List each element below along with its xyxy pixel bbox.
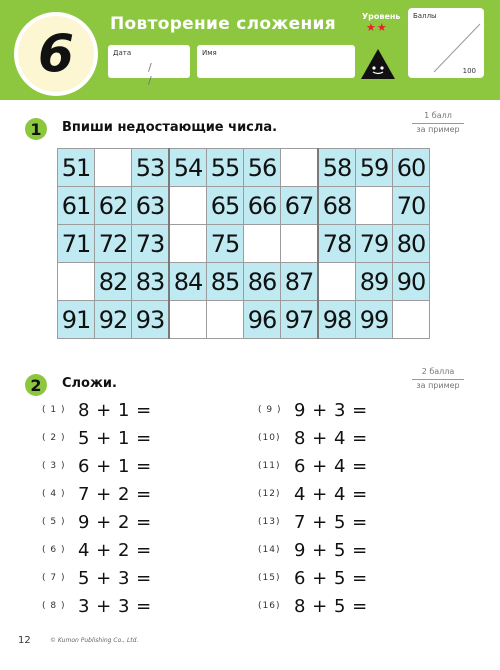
grid-number-cell: 91 xyxy=(58,301,95,339)
grid-number-cell: 61 xyxy=(58,187,95,225)
number-grid xyxy=(57,148,430,339)
problem-number: ( 5 ) xyxy=(42,517,66,527)
problem-item xyxy=(42,425,152,451)
score-max: 100 xyxy=(462,67,476,75)
problem-expression: 9 + 3 = xyxy=(294,399,368,421)
grid-number-cell: 66 xyxy=(244,187,281,225)
problem-expression: 8 + 1 = xyxy=(78,399,152,421)
grid-number-cell: 93 xyxy=(132,301,170,339)
grid-number-cell: 78 xyxy=(318,225,356,263)
grid-number-cell: 53 xyxy=(132,149,170,187)
grid-blank-cell[interactable] xyxy=(281,149,319,187)
grid-number-cell: 60 xyxy=(393,149,430,187)
problem-number: ( 3 ) xyxy=(42,461,66,471)
problem-number: ( 9 ) xyxy=(258,405,282,415)
problem-number: (14) xyxy=(258,545,281,555)
problem-number: (15) xyxy=(258,573,281,583)
problem-expression: 3 + 3 = xyxy=(78,595,152,617)
level-stars: ★★ xyxy=(366,21,388,34)
problem-number: (11) xyxy=(258,461,281,471)
grid-number-cell: 65 xyxy=(207,187,244,225)
date-field[interactable] xyxy=(108,45,190,87)
grid-blank-cell[interactable] xyxy=(169,301,207,339)
grid-number-cell: 84 xyxy=(169,263,207,301)
problem-number: ( 4 ) xyxy=(42,489,66,499)
section-2-points xyxy=(412,366,464,392)
problem-item xyxy=(42,397,152,423)
grid-number-cell: 51 xyxy=(58,149,95,187)
problem-expression: 6 + 5 = xyxy=(294,567,368,589)
problem-expression: 4 + 2 = xyxy=(78,539,152,561)
problem-number: ( 8 ) xyxy=(42,601,66,611)
problem-item xyxy=(258,537,368,563)
grid-number-cell: 59 xyxy=(356,149,393,187)
problem-expression: 8 + 5 = xyxy=(294,595,368,617)
copyright: © Kumon Publishing Co., Ltd. xyxy=(50,637,139,644)
date-label: Дата xyxy=(113,49,132,57)
problem-item xyxy=(42,481,152,507)
grid-number-cell: 72 xyxy=(95,225,132,263)
grid-row xyxy=(58,187,430,225)
name-field[interactable] xyxy=(197,45,355,78)
problem-number: (12) xyxy=(258,489,281,499)
grid-number-cell: 82 xyxy=(95,263,132,301)
grid-number-cell: 54 xyxy=(169,149,207,187)
problem-expression: 7 + 5 = xyxy=(294,511,368,533)
name-label: Имя xyxy=(202,49,217,57)
problem-number: ( 2 ) xyxy=(42,433,66,443)
grid-number-cell: 62 xyxy=(95,187,132,225)
problem-item xyxy=(258,397,368,423)
grid-number-cell: 99 xyxy=(356,301,393,339)
grid-blank-cell[interactable] xyxy=(393,301,430,339)
problem-number: ( 7 ) xyxy=(42,573,66,583)
problem-item xyxy=(258,481,368,507)
score-field[interactable] xyxy=(408,8,484,78)
problem-item xyxy=(42,509,152,535)
grid-number-cell: 86 xyxy=(244,263,281,301)
problem-item xyxy=(42,565,152,591)
grid-number-cell: 90 xyxy=(393,263,430,301)
grid-row xyxy=(58,263,430,301)
page-title: Повторение сложения xyxy=(110,14,336,34)
grid-number-cell: 96 xyxy=(244,301,281,339)
grid-number-cell: 58 xyxy=(318,149,356,187)
section-2-title: Сложи. xyxy=(62,376,117,391)
grid-number-cell: 87 xyxy=(281,263,319,301)
problem-expression: 9 + 2 = xyxy=(78,511,152,533)
grid-number-cell: 70 xyxy=(393,187,430,225)
header-banner xyxy=(0,0,500,100)
problem-item xyxy=(258,509,368,535)
grid-number-cell: 97 xyxy=(281,301,319,339)
grid-blank-cell[interactable] xyxy=(169,225,207,263)
problem-number: (16) xyxy=(258,601,281,611)
date-slashes: / / xyxy=(148,61,168,87)
grid-number-cell: 71 xyxy=(58,225,95,263)
grid-blank-cell[interactable] xyxy=(356,187,393,225)
lesson-number-badge: 6 xyxy=(14,12,98,96)
section-1-points xyxy=(412,110,464,136)
problem-item xyxy=(258,593,368,619)
problem-expression: 7 + 2 = xyxy=(78,483,152,505)
grid-blank-cell[interactable] xyxy=(58,263,95,301)
section-1-title: Впиши недостающие числа. xyxy=(62,120,278,135)
problem-expression: 8 + 4 = xyxy=(294,427,368,449)
grid-number-cell: 73 xyxy=(132,225,170,263)
section-1-points-unit: за пример xyxy=(412,123,464,136)
grid-blank-cell[interactable] xyxy=(95,149,132,187)
problem-number: (13) xyxy=(258,517,281,527)
grid-number-cell: 98 xyxy=(318,301,356,339)
problem-item xyxy=(42,593,152,619)
grid-row xyxy=(58,149,430,187)
grid-number-cell: 56 xyxy=(244,149,281,187)
grid-number-cell: 67 xyxy=(281,187,319,225)
section-2-points-value: 2 балла xyxy=(421,367,455,376)
grid-number-cell: 85 xyxy=(207,263,244,301)
score-divider-line xyxy=(414,16,484,74)
section-1-points-value: 1 балл xyxy=(424,111,452,120)
section-2-badge: 2 xyxy=(25,374,47,396)
grid-number-cell: 68 xyxy=(318,187,356,225)
grid-row xyxy=(58,301,430,339)
problem-expression: 6 + 1 = xyxy=(78,455,152,477)
grid-number-cell: 55 xyxy=(207,149,244,187)
problem-expression: 9 + 5 = xyxy=(294,539,368,561)
grid-number-cell: 80 xyxy=(393,225,430,263)
level-triangle-icon xyxy=(360,48,396,80)
problem-number: ( 1 ) xyxy=(42,405,66,415)
grid-blank-cell[interactable] xyxy=(169,187,207,225)
problem-number: (10) xyxy=(258,433,281,443)
grid-blank-cell[interactable] xyxy=(244,225,281,263)
problem-expression: 5 + 1 = xyxy=(78,427,152,449)
grid-row xyxy=(58,225,430,263)
page-number: 12 xyxy=(18,635,31,646)
grid-number-cell: 83 xyxy=(132,263,170,301)
problem-number: ( 6 ) xyxy=(42,545,66,555)
problem-expression: 5 + 3 = xyxy=(78,567,152,589)
score-label: Баллы xyxy=(413,12,437,20)
grid-number-cell: 92 xyxy=(95,301,132,339)
grid-number-cell: 75 xyxy=(207,225,244,263)
grid-number-cell: 89 xyxy=(356,263,393,301)
problem-item xyxy=(42,453,152,479)
problem-expression: 6 + 4 = xyxy=(294,455,368,477)
grid-blank-cell[interactable] xyxy=(281,225,319,263)
problem-item xyxy=(258,425,368,451)
level-label: Уровень xyxy=(362,12,401,21)
grid-blank-cell[interactable] xyxy=(207,301,244,339)
problem-item xyxy=(258,565,368,591)
grid-number-cell: 63 xyxy=(132,187,170,225)
grid-number-cell: 79 xyxy=(356,225,393,263)
grid-blank-cell[interactable] xyxy=(318,263,356,301)
section-2-points-unit: за пример xyxy=(412,379,464,392)
problem-item xyxy=(258,453,368,479)
section-1-badge: 1 xyxy=(25,118,47,140)
problem-expression: 4 + 4 = xyxy=(294,483,368,505)
problem-item xyxy=(42,537,152,563)
